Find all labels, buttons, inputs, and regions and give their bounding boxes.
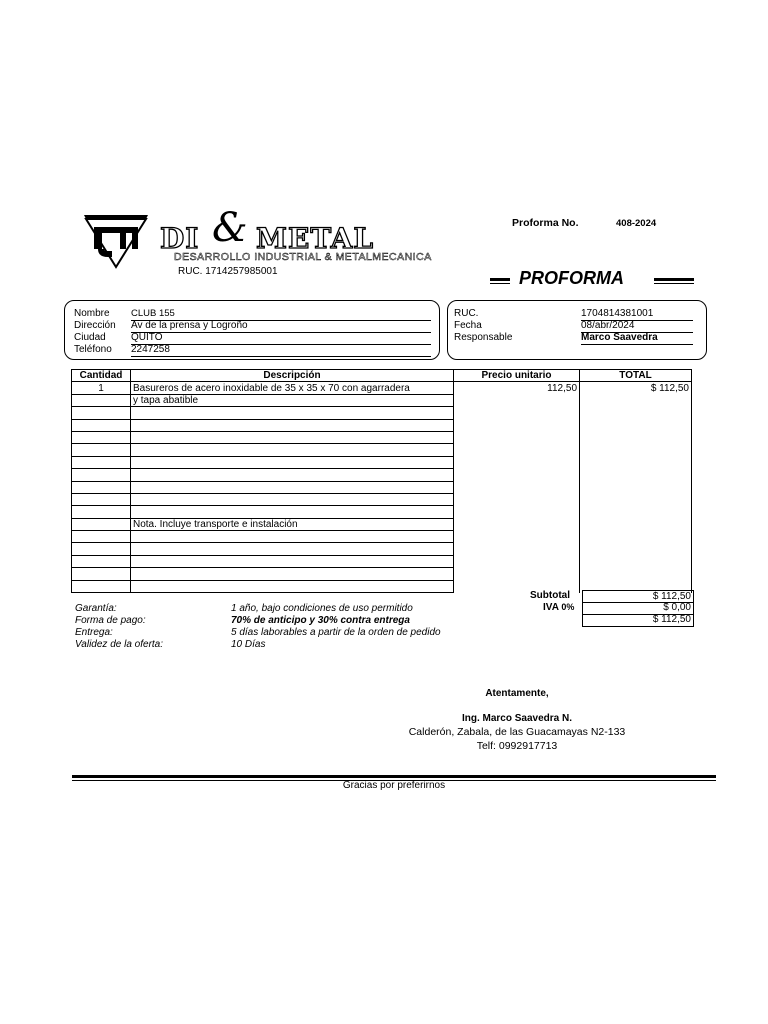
cell-unit (454, 568, 580, 580)
signature-phone: Telf: 0992917713 (476, 740, 558, 752)
cell-desc (131, 568, 454, 580)
company-logo-icon (82, 213, 150, 269)
cell-total (580, 469, 692, 481)
iva-label (543, 602, 574, 613)
cell-qty (72, 493, 131, 505)
signature-address: Calderón, Zabala, de las Guacamayas N2-133 (408, 726, 626, 738)
col-header-unit: Precio unitario (454, 370, 580, 382)
cell-desc (131, 407, 454, 419)
title-rule-right (654, 278, 694, 284)
cell-unit (454, 431, 580, 443)
cell-total (580, 394, 692, 406)
terms-payment-value: 70% de anticipo y 30% contra entrega (231, 615, 410, 626)
table-row (72, 531, 692, 543)
table-row (72, 394, 692, 406)
client-city-value: QUITO (131, 332, 431, 345)
cell-total (580, 518, 692, 530)
meta-date-value: 08/abr/2024 (581, 320, 693, 333)
cell-total (580, 456, 692, 468)
cell-total (580, 531, 692, 543)
cell-desc: Basureros de acero inoxidable de 35 x 35 x 70 con agarradera (131, 382, 454, 394)
table-row (72, 382, 692, 394)
table-row (72, 469, 692, 481)
iva-value: $ 0,00 (582, 602, 694, 615)
cell-qty: 1 (72, 382, 131, 394)
col-header-qty: Cantidad (72, 370, 131, 382)
cell-desc (131, 506, 454, 518)
cell-desc: Nota. Incluye transporte e instalación (131, 518, 454, 530)
cell-unit (454, 444, 580, 456)
cell-desc (131, 493, 454, 505)
table-row (72, 518, 692, 530)
table-row (72, 456, 692, 468)
cell-total (580, 419, 692, 431)
cell-desc (131, 580, 454, 592)
cell-unit (454, 456, 580, 468)
cell-total: $ 112,50 (580, 382, 692, 394)
table-row (72, 419, 692, 431)
cell-unit (454, 518, 580, 530)
cell-desc (131, 555, 454, 567)
cell-desc (131, 431, 454, 443)
client-phone-value: 2247258 (131, 344, 431, 357)
cell-desc (131, 543, 454, 555)
cell-qty (72, 481, 131, 493)
col-header-total: TOTAL (580, 370, 692, 382)
cell-total (580, 543, 692, 555)
total-value: $ 112,50 (582, 614, 694, 627)
cell-desc (131, 444, 454, 456)
terms-payment-label: Forma de pago: (75, 615, 146, 626)
cell-unit (454, 407, 580, 419)
terms-validity-value: 10 Días (231, 639, 266, 650)
iva-rate: 0% (561, 602, 575, 612)
subtotal-value: $ 112,50 (582, 590, 694, 603)
cell-unit (454, 555, 580, 567)
terms-warranty-label: Garantía: (75, 603, 117, 614)
cell-qty (72, 543, 131, 555)
brand-ampersand: & (212, 205, 248, 251)
cell-total (580, 444, 692, 456)
iva-label-text: IVA (543, 602, 559, 613)
cell-unit (454, 394, 580, 406)
cell-total (580, 481, 692, 493)
meta-responsible-label: Responsable (454, 332, 513, 343)
cell-desc (131, 419, 454, 431)
company-ruc: RUC. 1714257985001 (178, 266, 278, 277)
meta-ruc-label: RUC. (454, 308, 479, 319)
cell-unit (454, 481, 580, 493)
cell-unit (454, 419, 580, 431)
cell-desc (131, 456, 454, 468)
client-phone-label: Teléfono (74, 344, 112, 355)
cell-qty (72, 407, 131, 419)
table-row (72, 555, 692, 567)
cell-qty (72, 555, 131, 567)
subtotal-label: Subtotal (530, 590, 570, 601)
brand-name-part1: DI (160, 222, 200, 255)
cell-unit (454, 531, 580, 543)
meta-date-label: Fecha (454, 320, 482, 331)
items-table (71, 369, 692, 593)
client-city-label: Ciudad (74, 332, 106, 343)
cell-unit (454, 506, 580, 518)
cell-desc (131, 469, 454, 481)
table-header-row (72, 370, 692, 382)
terms-delivery-label: Entrega: (75, 627, 113, 638)
cell-unit (454, 469, 580, 481)
cell-total (580, 407, 692, 419)
client-name-label: Nombre (74, 308, 110, 319)
proforma-number: 408-2024 (616, 218, 657, 229)
terms-validity-label: Validez de la oferta: (75, 639, 164, 650)
footer-thanks: Gracias por preferirnos (342, 780, 446, 791)
terms-delivery-value: 5 días laborables a partir de la orden de pedido (231, 627, 441, 638)
cell-total (580, 568, 692, 580)
proforma-title: PROFORMA (519, 268, 624, 288)
cell-unit: 112,50 (454, 382, 580, 394)
brand-name-part2: METAL (256, 222, 375, 255)
table-row (72, 493, 692, 505)
table-row (72, 506, 692, 518)
table-row (72, 568, 692, 580)
cell-desc (131, 531, 454, 543)
cell-qty (72, 469, 131, 481)
cell-desc: y tapa abatible (131, 394, 454, 406)
cell-qty (72, 580, 131, 592)
table-row (72, 444, 692, 456)
col-header-desc: Descripción (131, 370, 454, 382)
cell-qty (72, 456, 131, 468)
cell-total (580, 493, 692, 505)
client-address-label: Dirección (74, 320, 116, 331)
cell-unit (454, 543, 580, 555)
signature-greeting: Atentamente, (485, 688, 549, 699)
cell-qty (72, 394, 131, 406)
cell-desc (131, 481, 454, 493)
meta-responsible-value: Marco Saavedra (581, 332, 693, 345)
terms-warranty-value: 1 año, bajo condiciones de uso permitido (231, 603, 413, 614)
meta-ruc-value: 1704814381001 (581, 308, 693, 321)
cell-qty (72, 419, 131, 431)
cell-total (580, 555, 692, 567)
cell-qty (72, 431, 131, 443)
table-row (72, 431, 692, 443)
table-row (72, 407, 692, 419)
cell-qty (72, 531, 131, 543)
proforma-number-label: Proforma No. (512, 217, 579, 229)
cell-qty (72, 506, 131, 518)
cell-qty (72, 568, 131, 580)
cell-qty (72, 444, 131, 456)
client-address-value: Av de la prensa y Logroño (131, 320, 431, 333)
table-row (72, 481, 692, 493)
title-rule-left (490, 278, 510, 284)
brand-tagline: DESARROLLO INDUSTRIAL & METALMECANICA (174, 251, 432, 263)
cell-unit (454, 493, 580, 505)
signature-name: Ing. Marco Saavedra N. (461, 713, 573, 724)
client-name-value: CLUB 155 (131, 308, 431, 321)
cell-total (580, 506, 692, 518)
cell-qty (72, 518, 131, 530)
cell-total (580, 431, 692, 443)
table-row (72, 543, 692, 555)
